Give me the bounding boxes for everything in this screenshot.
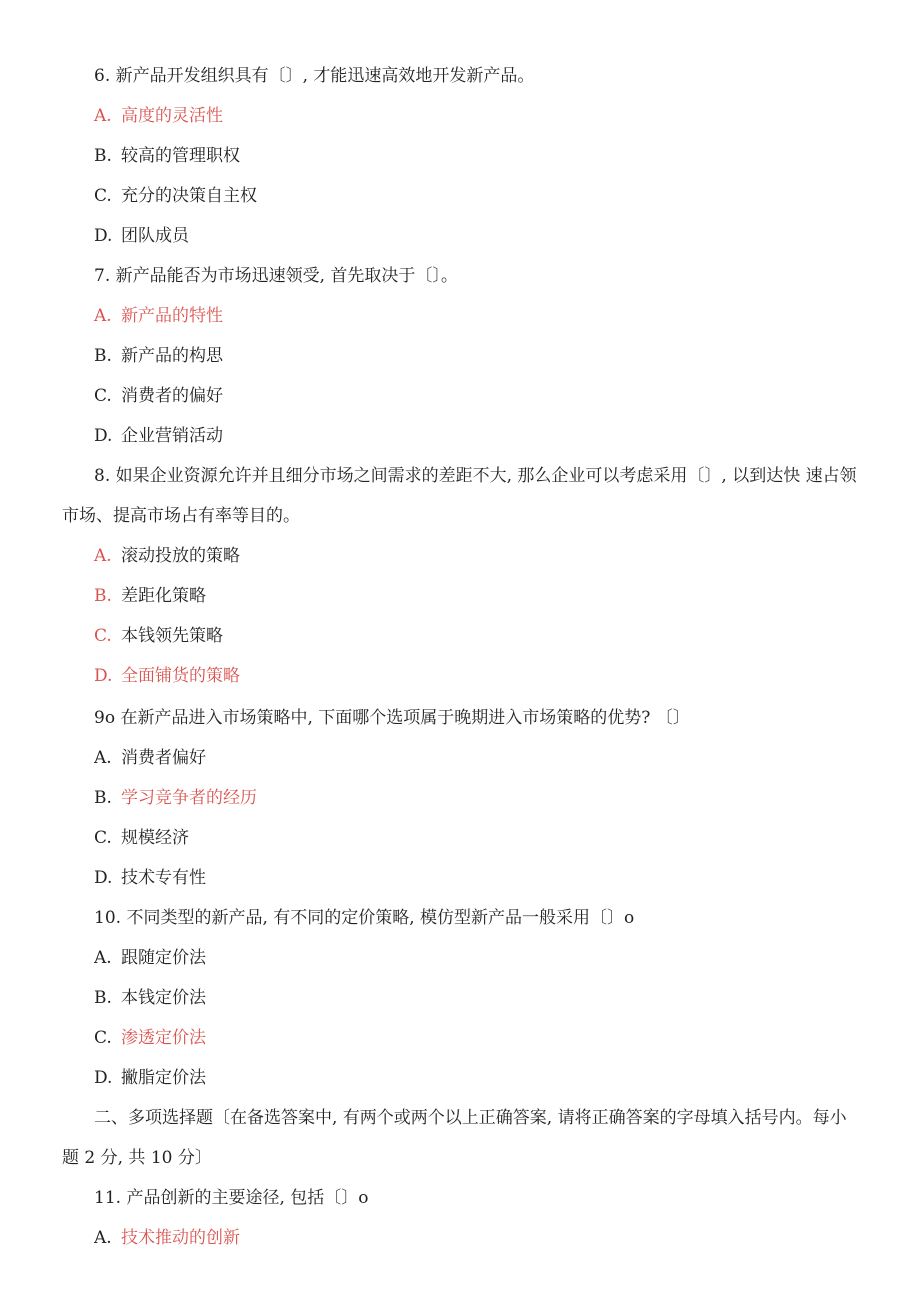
- question-6-option-d: [94, 224, 189, 248]
- question-8-option-d: [94, 664, 240, 688]
- option-label: B.: [94, 346, 112, 366]
- option-label: A.: [94, 306, 112, 326]
- option-text: 充分的决策自主权: [121, 186, 257, 206]
- option-label: C.: [94, 386, 112, 406]
- question-7-stem: 7. 新产品能否为市场迅速领受, 首先取决于〔〕。: [94, 266, 458, 286]
- option-text: 全面铺货的策略: [121, 666, 240, 686]
- option-label: A.: [94, 948, 112, 968]
- option-label: B.: [94, 788, 112, 808]
- option-label: B.: [94, 146, 112, 166]
- option-label: B.: [94, 586, 112, 606]
- option-text: 团队成员: [121, 226, 189, 246]
- question-6-stem: 6. 新产品开发组织具有〔〕, 才能迅速高效地开发新产品。: [94, 66, 535, 86]
- option-label: D.: [94, 426, 113, 446]
- option-text: 撇脂定价法: [121, 1068, 206, 1088]
- option-text: 技术推动的创新: [121, 1228, 240, 1248]
- option-text: 本钱领先策略: [121, 626, 223, 646]
- option-text: 滚动投放的策略: [121, 546, 240, 566]
- option-label: C.: [94, 626, 112, 646]
- question-11-stem: 11. 产品创新的主要途径, 包括〔〕o: [94, 1188, 369, 1208]
- option-label: C.: [94, 1028, 112, 1048]
- question-9-option-b: [94, 786, 257, 810]
- question-8-option-a: [94, 544, 240, 568]
- option-text: 高度的灵活性: [121, 106, 223, 126]
- option-label: D.: [94, 1068, 113, 1088]
- question-10-stem: 10. 不同类型的新产品, 有不同的定价策略, 模仿型新产品一般采用〔〕o: [94, 908, 635, 928]
- option-label: A.: [94, 748, 112, 768]
- option-label: A.: [94, 106, 112, 126]
- option-text: 规模经济: [121, 828, 189, 848]
- question-10-option-d: [94, 1066, 206, 1090]
- option-text: 新产品的构思: [121, 346, 223, 366]
- option-label: B.: [94, 988, 112, 1008]
- option-text: 渗透定价法: [121, 1028, 206, 1048]
- question-10-option-c: [94, 1026, 206, 1050]
- option-text: 跟随定价法: [121, 948, 206, 968]
- question-7-option-b: [94, 344, 223, 368]
- option-label: A.: [94, 546, 112, 566]
- option-text: 差距化策略: [121, 586, 206, 606]
- option-text: 新产品的特性: [121, 306, 223, 326]
- option-label: D.: [94, 868, 113, 888]
- question-9-option-c: [94, 826, 189, 850]
- option-text: 企业营销活动: [121, 426, 223, 446]
- option-label: A.: [94, 1228, 112, 1248]
- question-6-option-a: [94, 104, 223, 128]
- question-8-option-b: [94, 584, 206, 608]
- option-text: 消费者的偏好: [121, 386, 223, 406]
- question-7-option-c: [94, 384, 223, 408]
- question-9-option-a: [94, 746, 206, 770]
- option-label: C.: [94, 828, 112, 848]
- question-8-stem: 8. 如果企业资源允许并且细分市场之间需求的差距不大, 那么企业可以考虑采用〔〕, 以到达快 速占领市场、提高市场占有率等目的。: [62, 466, 857, 526]
- question-10-option-a: [94, 946, 206, 970]
- question-6-option-c: [94, 184, 257, 208]
- option-text: 本钱定价法: [121, 988, 206, 1008]
- question-7-option-a: [94, 304, 223, 328]
- question-7-option-d: [94, 424, 223, 448]
- option-text: 学习竞争者的经历: [121, 788, 257, 808]
- question-6-option-b: [94, 144, 240, 168]
- option-label: C.: [94, 186, 112, 206]
- option-label: D.: [94, 666, 113, 686]
- section-2-heading: 二、多项选择题〔在备选答案中, 有两个或两个以上正确答案, 请将正确答案的字母填入括号内。每小题 2 分, 共 10 分〕: [62, 1108, 847, 1168]
- question-10-option-b: [94, 986, 206, 1010]
- option-label: D.: [94, 226, 113, 246]
- option-text: 消费者偏好: [121, 748, 206, 768]
- question-9-stem: 9o 在新产品进入市场策略中, 下面哪个选项属于晚期进入市场策略的优势? 〔〕: [94, 708, 690, 728]
- question-9-option-d: [94, 866, 206, 890]
- question-11-option-a: [94, 1226, 240, 1250]
- question-8-option-c: [94, 624, 223, 648]
- option-text: 较高的管理职权: [121, 146, 240, 166]
- option-text: 技术专有性: [121, 868, 206, 888]
